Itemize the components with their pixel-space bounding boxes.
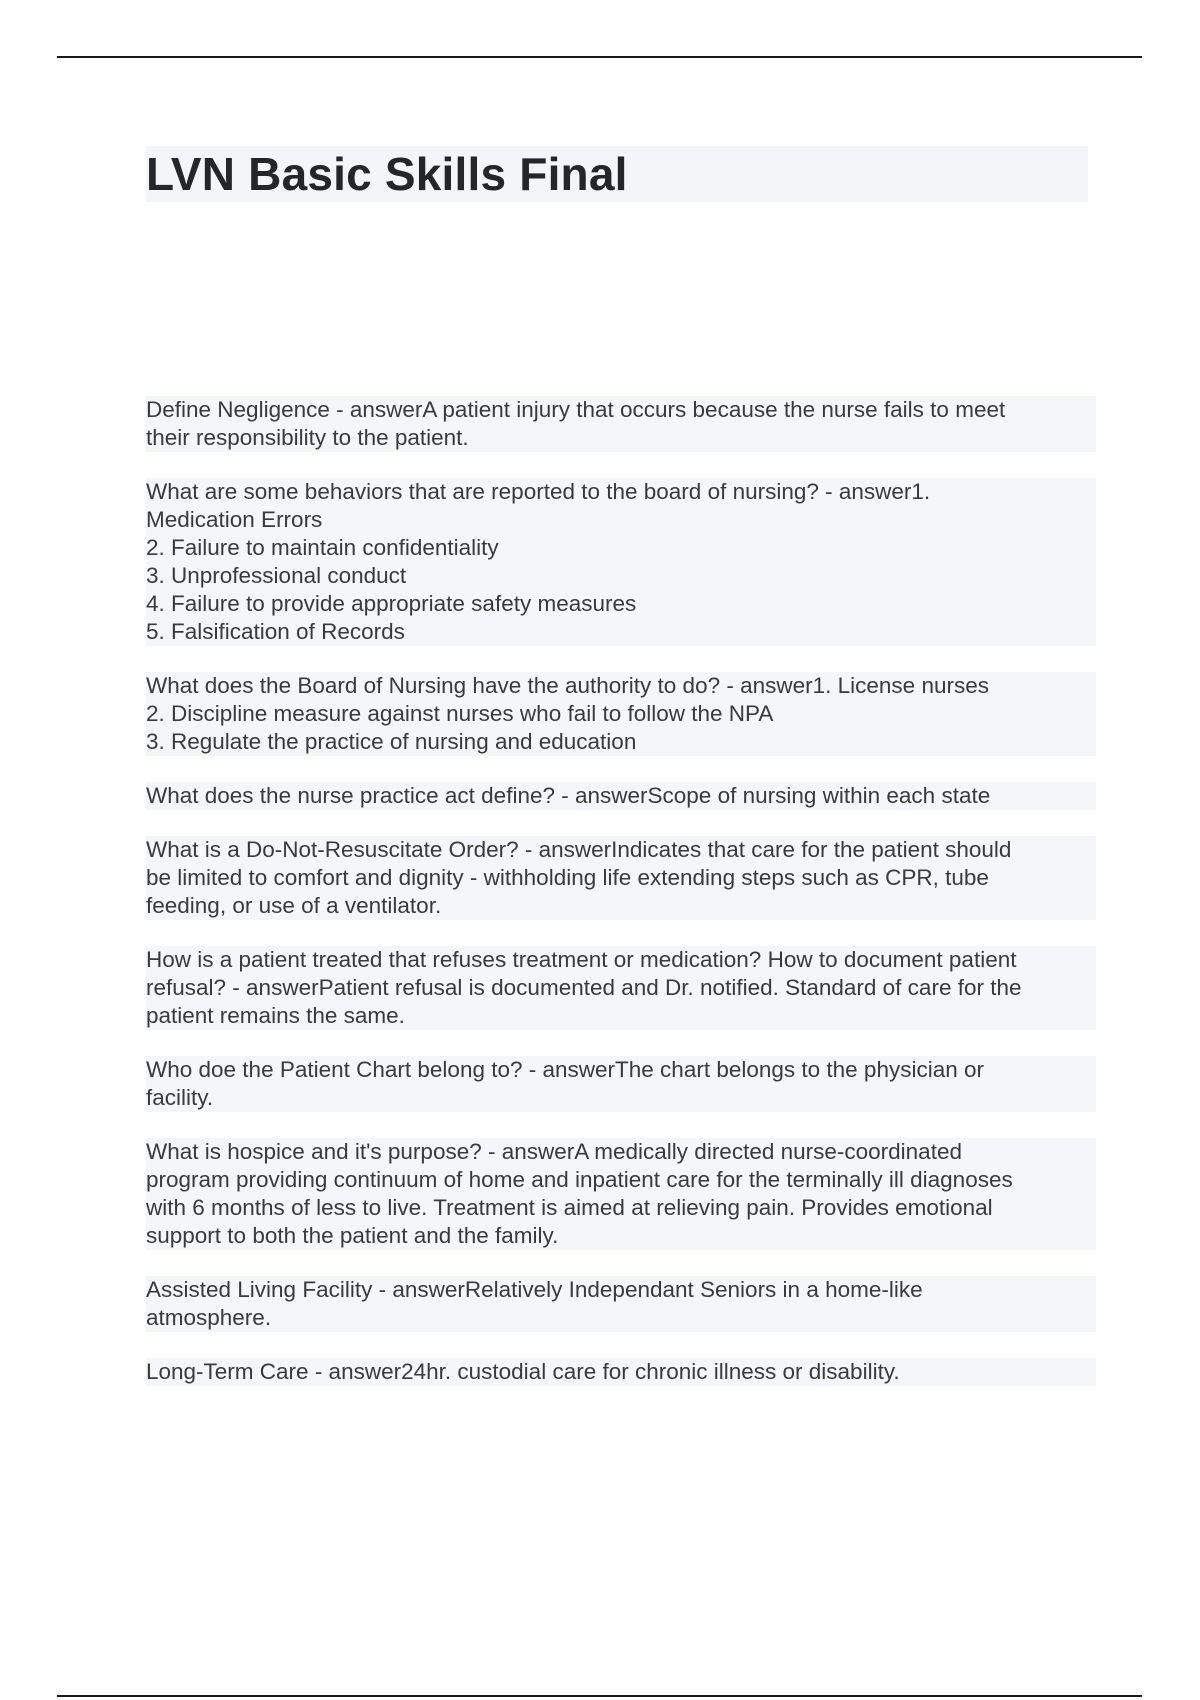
qa-item <box>146 396 1096 452</box>
qa-line: program providing continuum of home and inpatient care for the terminally ill diagnoses <box>146 1167 1013 1192</box>
qa-item <box>146 672 1096 756</box>
qa-line: support to both the patient and the family. <box>146 1223 559 1248</box>
qa-line: Long-Term Care - answer24hr. custodial care for chronic illness or disability. <box>146 1359 900 1384</box>
qa-line: be limited to comfort and dignity - withholding life extending steps such as CPR, tube <box>146 865 989 890</box>
qa-line: 3. Regulate the practice of nursing and education <box>146 729 637 754</box>
bottom-rule <box>57 1695 1142 1697</box>
qa-item <box>146 836 1096 920</box>
qa-item <box>146 1358 1096 1386</box>
qa-line: 2. Discipline measure against nurses who fail to follow the NPA <box>146 701 774 726</box>
page-title: LVN Basic Skills Final <box>146 148 628 200</box>
qa-item <box>146 946 1096 1030</box>
qa-item <box>146 782 1096 810</box>
qa-line: atmosphere. <box>146 1305 272 1330</box>
qa-line: Medication Errors <box>146 507 323 532</box>
qa-line: patient remains the same. <box>146 1003 405 1028</box>
qa-line: 3. Unprofessional conduct <box>146 563 407 588</box>
qa-line: 4. Failure to provide appropriate safety measures <box>146 591 637 616</box>
qa-item <box>146 1056 1096 1112</box>
qa-line: their responsibility to the patient. <box>146 425 469 450</box>
qa-line: Define Negligence - answerA patient injury that occurs because the nurse fails to meet <box>146 397 1006 422</box>
qa-line: What are some behaviors that are reported to the board of nursing? - answer1. <box>146 479 931 504</box>
qa-line: What is hospice and it's purpose? - answerA medically directed nurse-coordinated <box>146 1139 962 1164</box>
qa-line: feeding, or use of a ventilator. <box>146 893 442 918</box>
qa-line: What does the Board of Nursing have the authority to do? - answer1. License nurses <box>146 673 989 698</box>
qa-list <box>146 396 1096 1412</box>
qa-line: Assisted Living Facility - answerRelatively Independant Seniors in a home-like <box>146 1277 923 1302</box>
qa-item <box>146 478 1096 646</box>
qa-line: Who doe the Patient Chart belong to? - answerThe chart belongs to the physician or <box>146 1057 984 1082</box>
qa-line: refusal? - answerPatient refusal is documented and Dr. notified. Standard of care for the <box>146 975 1022 1000</box>
qa-line: What does the nurse practice act define? - answerScope of nursing within each state <box>146 783 991 808</box>
top-rule <box>57 56 1142 58</box>
qa-line: 2. Failure to maintain confidentiality <box>146 535 499 560</box>
qa-line: 5. Falsification of Records <box>146 619 405 644</box>
qa-line: What is a Do-Not-Resuscitate Order? - answerIndicates that care for the patient should <box>146 837 1012 862</box>
qa-item <box>146 1276 1096 1332</box>
qa-line: facility. <box>146 1085 214 1110</box>
qa-line: How is a patient treated that refuses treatment or medication? How to document patient <box>146 947 1017 972</box>
qa-line: with 6 months of less to live. Treatment is aimed at relieving pain. Provides emotional <box>146 1195 993 1220</box>
qa-item <box>146 1138 1096 1250</box>
title-block <box>146 146 1088 202</box>
